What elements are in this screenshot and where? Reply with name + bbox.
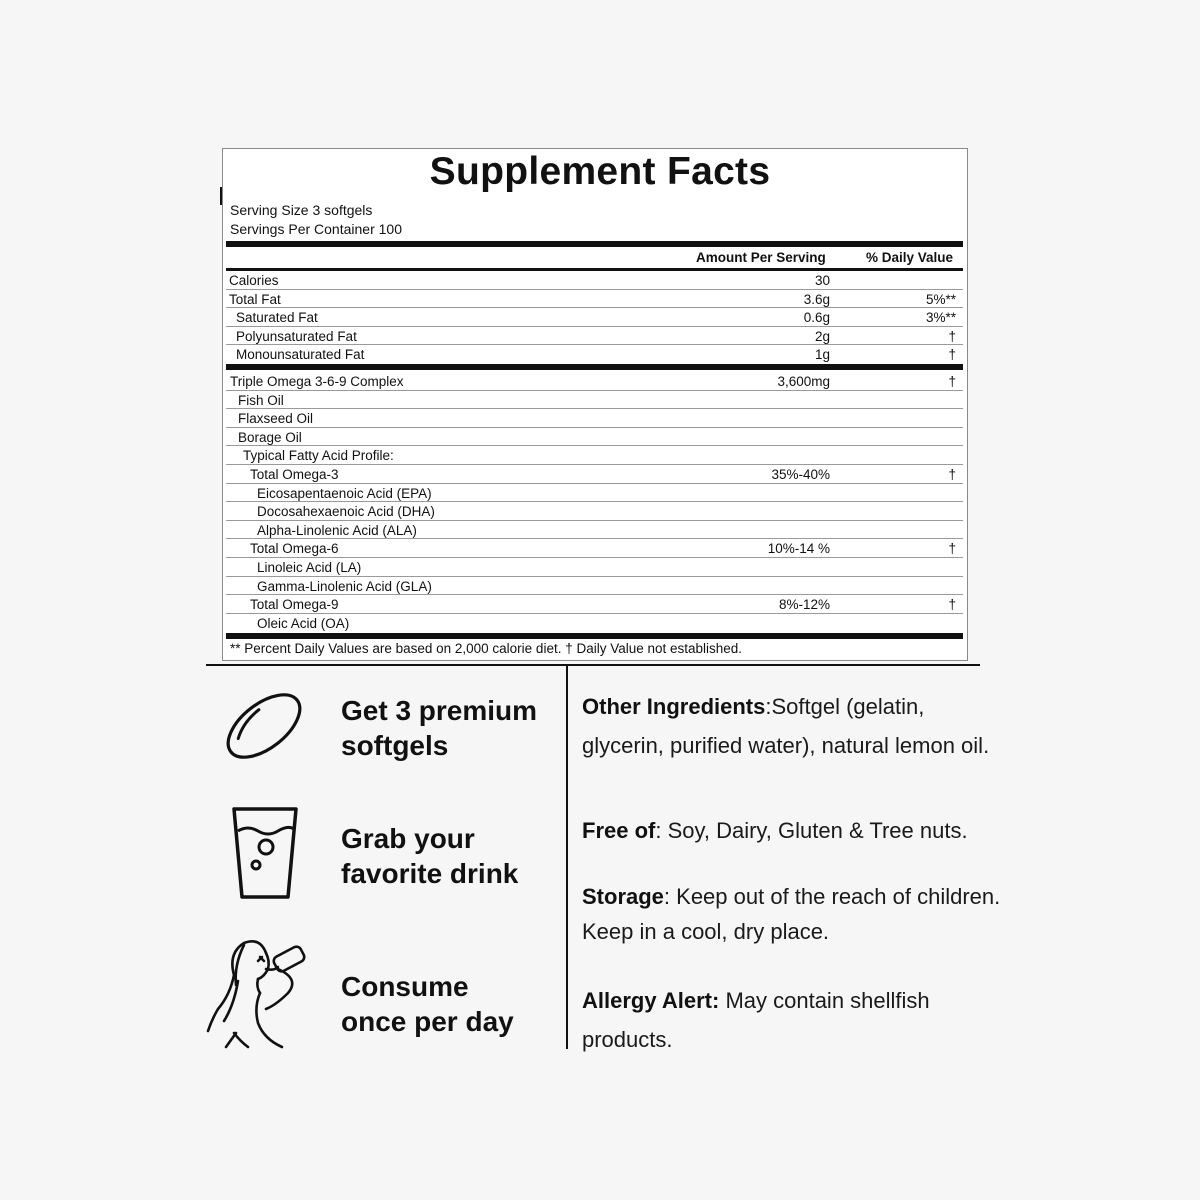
row-amount: 8%-12% (778, 597, 830, 613)
daily-value-header: % Daily Value (866, 250, 954, 265)
step-1-text (341, 693, 566, 763)
row-name: Typical Fatty Acid Profile: (243, 448, 394, 464)
facts-title: Supplement Facts (429, 150, 771, 193)
row-amount: 35%-40% (771, 467, 830, 482)
free-of (582, 811, 1002, 850)
row-name: Triple Omega 3-6-9 Complex (230, 374, 404, 389)
step-2-text (341, 821, 566, 891)
row-amount: 2g (814, 328, 830, 344)
row-amount: 3,600mg (777, 374, 830, 389)
row-amount: 30 (814, 273, 830, 288)
storage-text: : Keep out of the reach of children. Keep in a cool, dry place. (582, 884, 1001, 944)
row-dv: † (948, 347, 956, 363)
step-1-line1: Get 3 premium (341, 695, 538, 726)
facts-row (226, 577, 963, 596)
amount-per-serving-header: Amount Per Serving (696, 250, 826, 265)
storage (582, 879, 1002, 949)
row-dv: † (948, 467, 956, 482)
step-3-line1: Consume (341, 971, 469, 1002)
facts-row (226, 465, 963, 484)
facts-row (226, 391, 963, 410)
facts-row (226, 271, 963, 290)
facts-row (226, 614, 963, 633)
allergy-alert (582, 981, 1002, 1059)
row-name: Total Omega-6 (250, 541, 339, 557)
step-3-line2: once per day (341, 1006, 514, 1037)
row-dv: 5%** (925, 291, 956, 307)
row-name: Fish Oil (238, 392, 284, 408)
row-name: Polyunsaturated Fat (236, 328, 357, 344)
facts-row (226, 595, 963, 614)
row-amount: 1g (814, 347, 830, 363)
row-name: Oleic Acid (OA) (257, 615, 350, 631)
step-3-text (341, 969, 566, 1039)
facts-row (226, 308, 963, 327)
servings-per-container: Servings Per Container 100 (230, 221, 402, 237)
facts-row (226, 290, 963, 309)
row-name: Docosahexaenoic Acid (DHA) (257, 504, 435, 520)
storage-label: Storage (582, 884, 664, 909)
row-name: Calories (229, 273, 279, 288)
row-dv: † (948, 328, 956, 344)
row-name: Gamma-Linolenic Acid (GLA) (257, 578, 432, 594)
facts-row (226, 558, 963, 577)
facts-row (226, 484, 963, 503)
row-name: Borage Oil (238, 429, 302, 445)
row-name: Total Omega-3 (250, 467, 339, 482)
facts-row (226, 327, 963, 346)
row-dv: † (948, 374, 956, 389)
row-dv: † (948, 597, 956, 613)
facts-row (226, 446, 963, 465)
facts-row (226, 409, 963, 428)
row-name: Total Fat (229, 291, 281, 307)
facts-row (226, 372, 963, 391)
row-name: Monounsaturated Fat (236, 347, 365, 363)
section-divider-vertical (566, 666, 568, 1049)
row-amount: 3.6g (803, 291, 830, 307)
other-ingredients-label: Other Ingredients (582, 694, 766, 719)
row-dv: 3%** (925, 310, 956, 326)
facts-row (226, 345, 963, 364)
step-2-line1: Grab your (341, 823, 475, 854)
allergy-label: Allergy Alert: (582, 988, 720, 1013)
row-name: Flaxseed Oil (238, 411, 314, 427)
facts-footnote: ** Percent Daily Values are based on 2,000 calorie diet. † Daily Value not established. (230, 641, 743, 656)
step-2-line2: favorite drink (341, 858, 519, 889)
row-amount: 10%-14 % (767, 541, 830, 557)
thick-rule-top (226, 241, 963, 247)
woman-drinking-icon (204, 935, 316, 1049)
row-amount: 0.6g (803, 310, 830, 326)
other-ingredients (582, 687, 1002, 765)
facts-row (226, 428, 963, 447)
row-name: Linoleic Acid (LA) (257, 560, 362, 575)
thick-rule-middle (226, 364, 963, 370)
row-name: Saturated Fat (236, 310, 318, 326)
glass-icon (228, 805, 302, 901)
thick-rule-bottom (226, 633, 963, 639)
row-name: Eicosapentaenoic Acid (EPA) (257, 485, 432, 501)
section-divider-horizontal (206, 664, 980, 666)
facts-row (226, 521, 963, 540)
other-ingredients-text: :Softgel (gelatin, glycerin, purified water), natural lemon oil. (582, 694, 990, 758)
facts-row (226, 502, 963, 521)
free-of-label: Free of (582, 818, 656, 843)
row-dv: † (948, 541, 956, 557)
row-name: Total Omega-9 (250, 597, 339, 613)
facts-row (226, 539, 963, 558)
row-name: Alpha-Linolenic Acid (ALA) (257, 522, 417, 538)
step-1-line2: softgels (341, 730, 449, 761)
free-of-text: : Soy, Dairy, Gluten & Tree nuts. (655, 818, 968, 843)
softgel-icon (222, 690, 306, 762)
allergy-text: May contain shellfish products. (582, 988, 930, 1052)
serving-size: Serving Size 3 softgels (230, 202, 373, 218)
